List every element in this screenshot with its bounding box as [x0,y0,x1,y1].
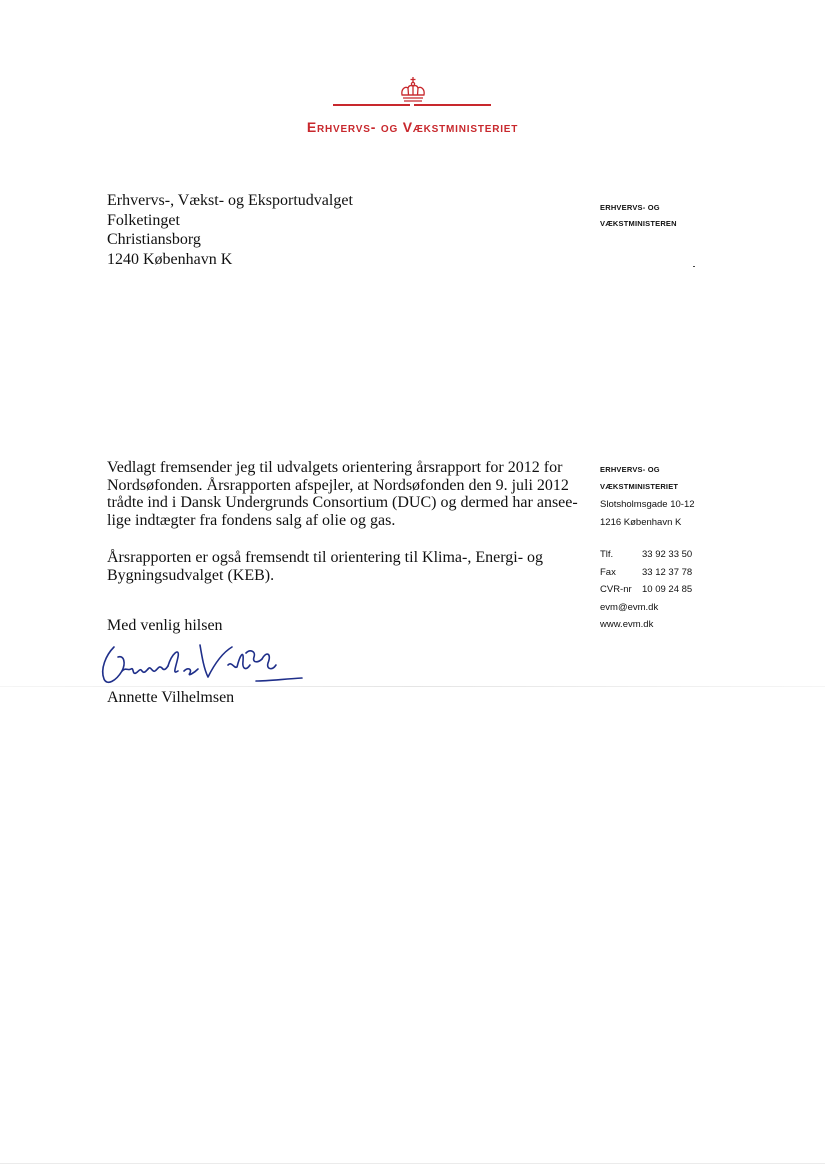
sender-block [600,200,677,232]
phone-label: Tlf. [600,549,614,560]
contact-street: Slotsholmsgade 10-12 [600,499,695,510]
handwritten-signature [96,641,306,691]
contact-department-2: VÆKSTMINISTERIET [600,482,679,491]
contact-email: evm@evm.dk [600,601,659,613]
body-line: Nordsøfonden. Årsrapporten afspejler, at Nordsøfonden den 9. juli 2012 [107,476,569,494]
letter-body [107,459,578,584]
ministry-logo [0,76,825,146]
body-paragraph-2 [107,549,557,584]
logo-rule-right [414,104,491,106]
contact-phone-row [600,546,695,564]
scan-speck [693,266,695,267]
body-line: Vedlagt fremsender jeg til udvalgets orientering årsrapport for 2012 for [107,459,563,476]
contact-fax-row [600,564,695,582]
body-line: lige indtægter fra fondens salg af olie og gas. [107,511,396,529]
recipient-line: Christiansborg [107,231,201,248]
cvr-value: 10 09 24 85 [642,584,693,595]
body-line: Bygningsudvalget (KEB). [107,566,275,584]
recipient-line: Erhvervs-, Vækst- og Eksportudvalget [107,192,353,209]
body-paragraph-1 [107,459,578,529]
sender-line-1: ERHVERVS- OG [600,203,660,212]
body-line: trådte ind i Dansk Undergrunds Consortium (DUC) og dermed har ansee- [107,494,578,511]
scan-fold-line [0,686,825,687]
fax-value: 33 12 37 78 [642,566,693,578]
cvr-label: CVR-nr [600,584,632,595]
contact-cvr-row [600,581,695,599]
signer-name: Annette Vilhelmsen [107,689,235,706]
closing-greeting: Med venlig hilsen [107,617,223,634]
fax-label: Fax [600,566,616,578]
recipient-line: 1240 København K [107,250,233,268]
recipient-line: Folketinget [107,211,180,229]
scan-bottom-edge [0,1163,825,1164]
logo-rule-left [333,104,410,106]
phone-value: 33 92 33 50 [642,549,693,560]
body-line: Årsrapporten er også fremsendt til orientering til Klima-, Energi- og [107,549,544,566]
contact-spacer [600,531,695,546]
contact-website: www.evm.dk [600,619,654,630]
sender-line-2: VÆKSTMINISTEREN [600,219,677,228]
contact-department: ERHVERVS- OG [600,465,660,474]
ministry-name: Erhvervs- og Vækstministeriet [306,119,519,135]
contact-city: 1216 København K [600,516,682,528]
crown-icon [396,76,430,104]
contact-block [600,462,695,634]
recipient-address [107,191,353,269]
